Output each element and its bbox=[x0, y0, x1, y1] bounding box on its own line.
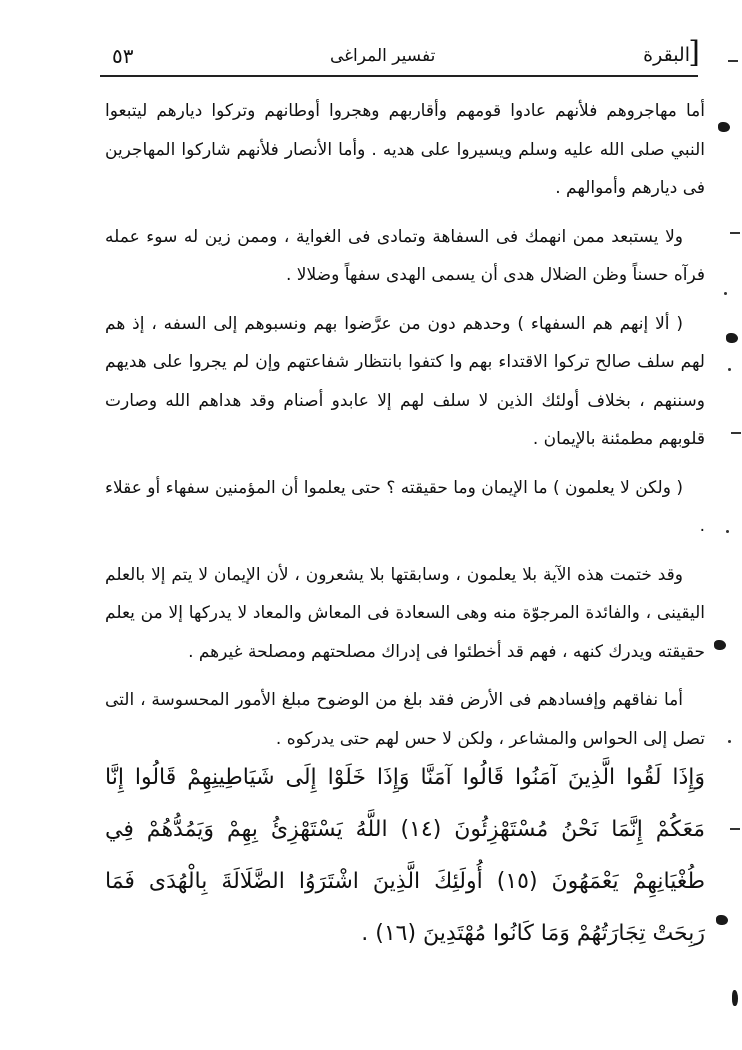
paragraph: ولا يستبعد ممن انهمك فى السفاهة وتمادى فى الغواية ، وممن زين له سوء عمله فرآه حسناً وظن الضلال هدى أن يسمى الهدى سفهاً وضلالا . bbox=[105, 226, 705, 285]
margin-mark bbox=[718, 122, 730, 132]
commentary-text bbox=[105, 92, 705, 768]
paragraph: أما مهاجروهم فلأنهم عادوا قومهم وأقاربهم وهجروا أوطانهم وتركوا ديارهم ليتبعوا النبي صلى الله عليه وسلم ويسيروا على هديه . وأما الأنصار فلأنهم شاركوا المهاجرين فى ديارهم وأموالهم . bbox=[105, 101, 705, 198]
margin-mark bbox=[728, 368, 731, 371]
page-number: ٥٣ bbox=[112, 44, 134, 68]
margin-mark bbox=[716, 915, 728, 925]
margin-mark bbox=[714, 640, 726, 650]
margin-mark bbox=[726, 333, 738, 343]
margin-mark bbox=[724, 292, 727, 295]
margin-mark bbox=[732, 990, 738, 1006]
paragraph: ( ألا إنهم هم السفهاء ) وحدهم دون من عرَّضوا بهم ونسبوهم إلى السفه ، إذ هم لهم سلف صالح تركوا الاقتداء بهم وا كتفوا بانتظار شفاعتهم وإن لم يجروا على هديهم وسننهم ، بخلاف أولئك الذين لا سلف لهم إلا عابدو أصنام وقد هداهم الله وصارت قلوبهم مطمئنة بالإيمان . bbox=[105, 313, 705, 449]
margin-mark bbox=[731, 432, 741, 434]
paragraph: أما نفاقهم وإفسادهم فى الأرض فقد بلغ من الوضوح مبلغ الأمور المحسوسة ، التى تصل إلى الحواس والمشاعر ، ولكن لا حس لهم حتى يدركوه . bbox=[105, 690, 705, 749]
paragraph: ( ولكن لا يعلمون ) ما الإيمان وما حقيقته ؟ حتى يعلموا أن المؤمنين سفهاء أو عقلاء . bbox=[105, 477, 705, 536]
quran-verse: وَإِذَا لَقُوا الَّذِينَ آمَنُوا قَالُوا آمَنَّا وَإِذَا خَلَوْا إِلَى شَيَاطِينِهِمْ قَالُوا إِنَّا مَعَكُمْ إِنَّمَا نَحْنُ مُسْتَهْزِئُونَ (١٤) اللَّهُ يَسْتَهْزِئُ بِهِمْ وَيَمُدُّهُمْ فِي طُغْيَانِهِمْ يَعْمَهُونَ (١٥) أُولَئِكَ الَّذِينَ اشْتَرَوُا الضَّلَالَةَ بِالْهُدَى فَمَا رَبِحَتْ تِجَارَتُهُمْ وَمَا كَانُوا مُهْتَدِينَ (١٦) . bbox=[105, 765, 705, 946]
margin-mark bbox=[730, 828, 740, 830]
page-header bbox=[100, 35, 700, 74]
surah-label: البقرة bbox=[643, 44, 690, 66]
margin-mark bbox=[726, 530, 729, 533]
margin-mark bbox=[728, 60, 738, 62]
surah-name bbox=[643, 44, 690, 66]
margin-mark bbox=[728, 740, 731, 743]
header-bracket: ] bbox=[688, 35, 700, 70]
paragraph: وقد ختمت هذه الآية بلا يعلمون ، وسابقتها بلا يشعرون ، لأن الإيمان لا يتم إلا بالعلم اليقينى ، والفائدة المرجوّة منه وهى السعادة فى المعاش والمعاد لا يدركها إلا من يعلم حقيقته ويدرك كنهه ، فهم قد أخطئوا فى إدراك مصلحتهم ومصلحة غيرهم . bbox=[105, 564, 705, 662]
header-rule bbox=[100, 75, 698, 77]
book-title: تفسير المراغى bbox=[330, 46, 436, 66]
margin-mark bbox=[730, 232, 740, 234]
